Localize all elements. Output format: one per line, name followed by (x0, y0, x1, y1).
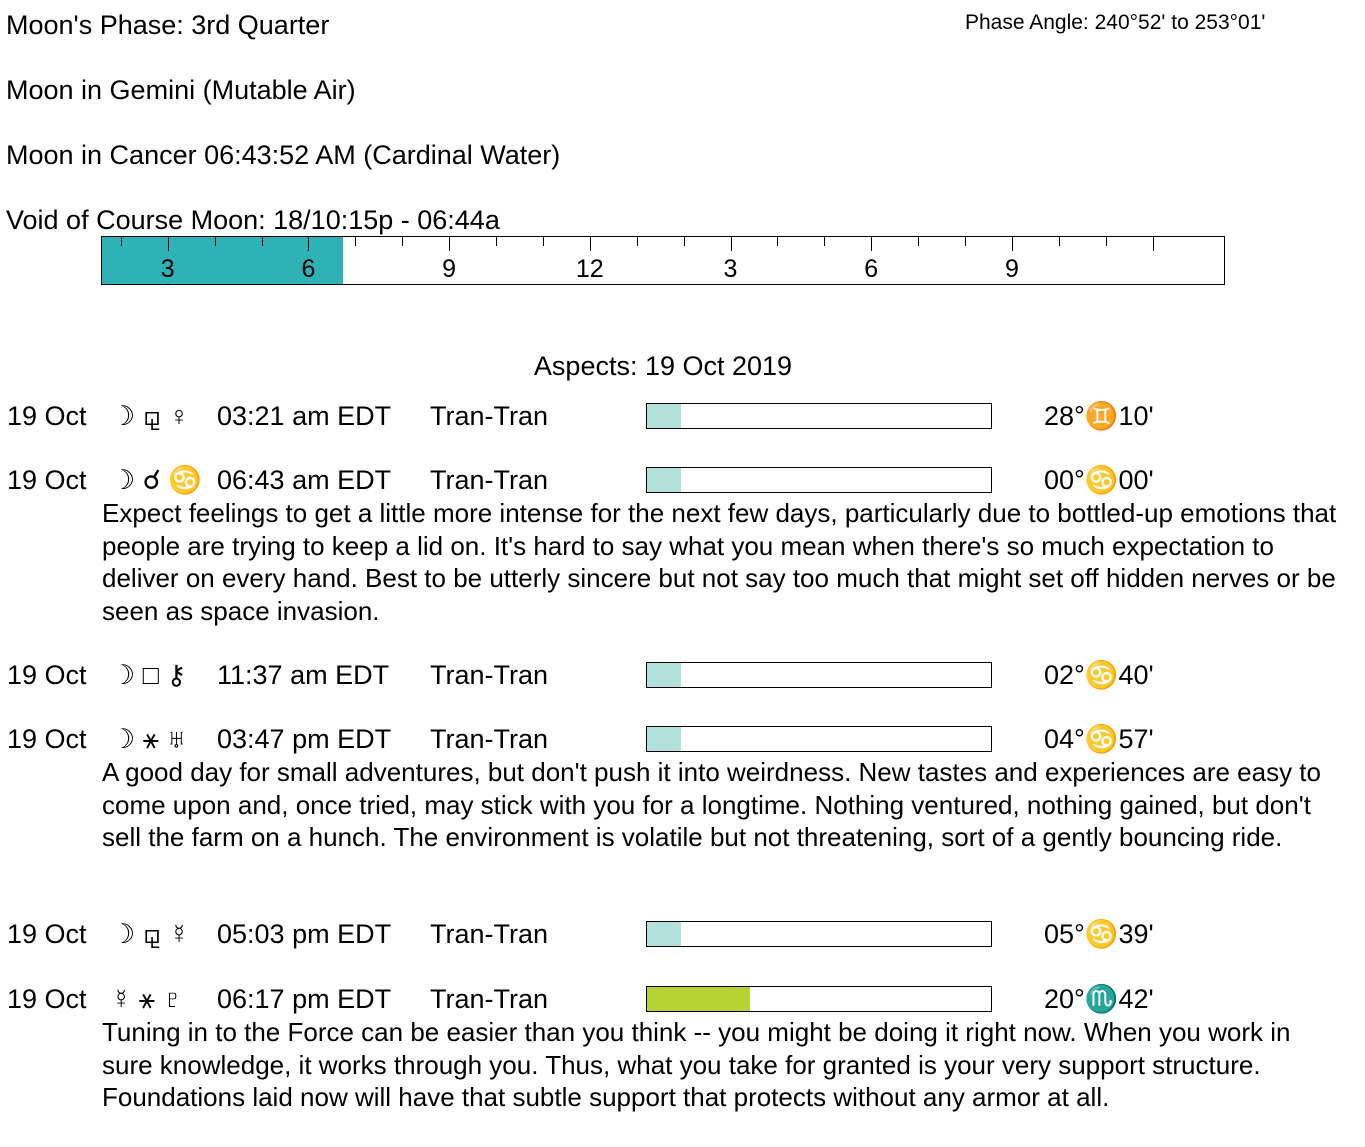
aspect-strength-bar (646, 662, 992, 688)
aspect-type: Tran-Tran (430, 919, 549, 949)
timeline-tick (168, 237, 169, 251)
timeline-hour-label: 6 (301, 255, 316, 283)
aspect-date: 19 Oct (7, 724, 87, 754)
aspect-description: Tuning in to the Force can be easier than you think -- you might be doing it right now. When you work in sure knowledge, it works through you. Thus, what you take for granted is your very support structure. Foundations laid now will have that subtle support that protects without any armor at all. (102, 1017, 1291, 1112)
aspect-glyphs: ☽ ⚹ ♅ (111, 724, 187, 754)
aspect-row (0, 918, 1365, 952)
timeline-tick (308, 237, 309, 251)
aspect-glyphs: ☿ ⚹ ♇ (111, 984, 183, 1014)
aspect-strength-bar (646, 986, 992, 1012)
aspect-time: 06:17 pm EDT (217, 984, 392, 1014)
timeline-tick (731, 237, 732, 251)
aspect-date: 19 Oct (7, 660, 87, 690)
timeline-tick (918, 237, 919, 246)
aspect-strength-fill (647, 727, 681, 751)
aspect-type: Tran-Tran (430, 465, 549, 495)
aspect-strength-bar (646, 921, 992, 947)
timeline-hour-label: 9 (1004, 255, 1019, 283)
aspect-position: 00°♋00' (1044, 465, 1154, 495)
aspect-strength-fill (647, 922, 681, 946)
timeline-tick (965, 237, 966, 246)
aspect-row (0, 723, 1365, 757)
aspect-strength-fill (647, 987, 750, 1011)
moon-phase: Moon's Phase: 3rd Quarter (6, 10, 330, 40)
timeline-tick (1106, 237, 1107, 246)
aspect-position: 02°♋40' (1044, 660, 1154, 690)
moon-sign-cancer: Moon in Cancer 06:43:52 AM (Cardinal Water) (6, 140, 561, 170)
timeline-hour-label: 12 (575, 255, 604, 283)
aspect-strength-fill (647, 404, 681, 428)
aspect-strength-bar (646, 726, 992, 752)
timeline-tick (871, 237, 872, 251)
timeline-tick (121, 237, 122, 246)
aspect-description: Expect feelings to get a little more intense for the next few days, particularly due to bottled-up emotions that people are trying to keep a lid on. It's hard to say what you mean when there's so much expectation to deliver on every hand. Best to be utterly sincere but not say too much that might set off hidden nerves or be seen as space invasion. (102, 498, 1337, 626)
aspects-title: Aspects: 19 Oct 2019 (533, 351, 793, 381)
aspect-type: Tran-Tran (430, 984, 549, 1014)
aspect-date: 19 Oct (7, 919, 87, 949)
aspect-position: 04°♋57' (1044, 724, 1154, 754)
phase-angle: Phase Angle: 240°52' to 253°01' (965, 11, 1266, 34)
timeline-tick (590, 237, 591, 251)
aspect-strength-bar (646, 467, 992, 493)
aspect-glyphs: ☽ ⚼ ☿ (111, 919, 190, 949)
aspect-date: 19 Oct (7, 984, 87, 1014)
aspect-type: Tran-Tran (430, 401, 549, 431)
timeline-tick (1012, 237, 1013, 251)
aspect-position: 28°♊10' (1044, 401, 1154, 431)
aspect-row (0, 659, 1365, 693)
aspect-strength-fill (647, 663, 681, 687)
aspect-glyphs: ☽ ⚼ ♀ (111, 401, 190, 431)
timeline-hour-label: 9 (442, 255, 457, 283)
aspect-strength-bar (646, 403, 992, 429)
aspect-position: 05°♋39' (1044, 919, 1154, 949)
timeline-tick (402, 237, 403, 246)
timeline-tick (637, 237, 638, 246)
aspect-type: Tran-Tran (430, 660, 549, 690)
timeline-hour-label: 6 (864, 255, 879, 283)
aspect-time: 11:37 am EDT (217, 660, 390, 690)
moon-sign-gemini: Moon in Gemini (Mutable Air) (6, 75, 356, 105)
timeline-tick (777, 237, 778, 246)
aspect-glyphs: ☽ ☌ ♋ (111, 465, 202, 495)
timeline-tick (449, 237, 450, 251)
aspect-time: 03:21 am EDT (217, 401, 392, 431)
aspect-time: 05:03 pm EDT (217, 919, 392, 949)
timeline-tick (543, 237, 544, 246)
void-of-course: Void of Course Moon: 18/10:15p - 06:44a (6, 205, 500, 235)
aspect-date: 19 Oct (7, 401, 87, 431)
aspect-glyphs: ☽ □ ⚷ (111, 660, 187, 690)
timeline-tick (1059, 237, 1060, 246)
timeline-tick (355, 237, 356, 246)
aspect-row (0, 464, 1365, 498)
aspect-description: A good day for small adventures, but don't push it into weirdness. New tastes and experiences are easy to come upon and, once tried, may stick with you for a longtime. Nothing ventured, nothing gained, but don't sell the farm on a hunch. The environment is volatile but not threatening, sort of a gently bouncing ride. (102, 757, 1321, 852)
timeline-hour-label: 3 (723, 255, 738, 283)
aspect-row (0, 400, 1365, 434)
aspect-time: 03:47 pm EDT (217, 724, 392, 754)
aspect-type: Tran-Tran (430, 724, 549, 754)
aspect-date: 19 Oct (7, 465, 87, 495)
timeline-tick (1153, 237, 1154, 251)
void-of-course-timeline (101, 236, 1225, 285)
timeline-tick (824, 237, 825, 246)
timeline-tick (684, 237, 685, 246)
timeline-hour-label: 3 (160, 255, 175, 283)
timeline-tick (262, 237, 263, 246)
aspect-strength-fill (647, 468, 681, 492)
timeline-tick (215, 237, 216, 246)
aspect-position: 20°♏42' (1044, 984, 1154, 1014)
aspect-time: 06:43 am EDT (217, 465, 392, 495)
timeline-tick (496, 237, 497, 246)
aspect-row (0, 983, 1365, 1017)
